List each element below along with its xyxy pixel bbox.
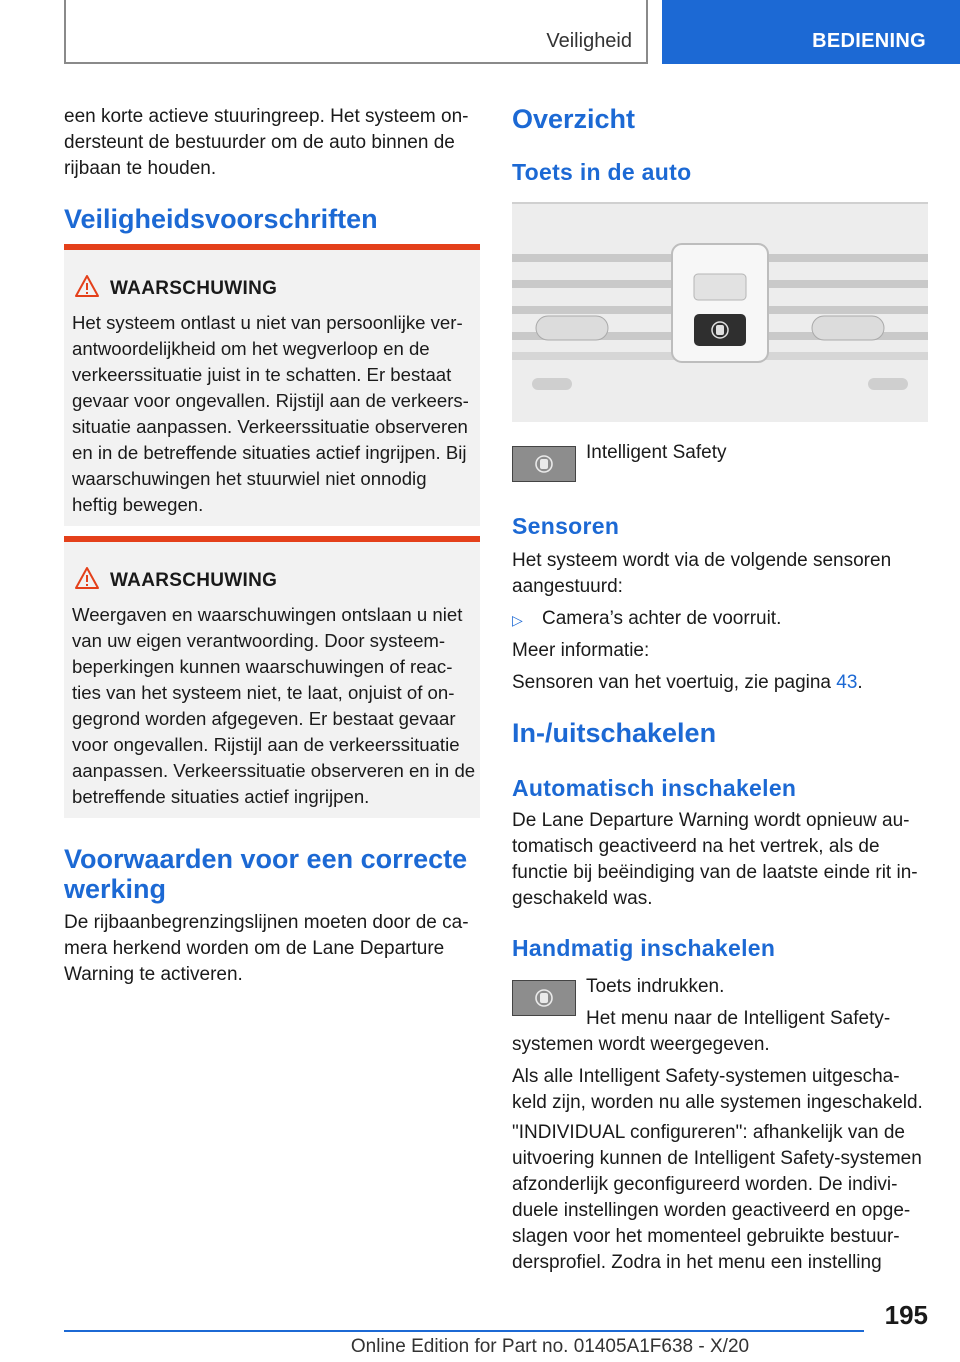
manual-paragraph-2: Als alle Intelligent Safety-systemen uitgescha-keld zijn, worden nu alle systemen ingeschakeld.	[512, 1066, 923, 1113]
warning-triangle-icon	[74, 566, 100, 590]
manual-step: Toets indrukken.	[586, 976, 725, 997]
button-label: Intelligent Safety	[586, 442, 727, 463]
reference-end: .	[857, 672, 863, 693]
dashboard-button-photo	[512, 202, 928, 422]
header-chapter-tab	[662, 0, 960, 64]
intelligent-safety-button[interactable]	[512, 446, 576, 482]
manual-paragraph-3: "INDIVIDUAL configureren": afhankelijk van de uitvoering kunnen de Intelligent Safety-systemen afzonderlijk geconfigureerd worden. De indivi-duele instellingen worden geactiveerd en opge-slagen voor het momenteel gebruikte bestuur-dersprofiel. Zodra in het menu een instelling	[512, 1122, 922, 1273]
intelligent-safety-button[interactable]	[512, 980, 576, 1016]
warning-text: Weergaven en waarschuwingen ontslaan u niet van uw eigen verantwoording. Door systeem-beperkingen kunnen waarschuwingen of reac-ties van het systeem niet, te laat, onjuist of on-gegrond worden afgegeven. Er bestaat gevaar voor ongevallen. Rijstijl aan de verkeerssituatie aanpassen. Verkeerssituatie observeren en in de betreffende situaties actief ingrijpen.	[72, 604, 476, 807]
safety-heading: Veiligheidsvoorschriften	[64, 204, 378, 234]
air-vent-image	[512, 202, 928, 422]
warning-triangle-icon	[74, 274, 100, 298]
warning-title: WAARSCHUWING	[110, 278, 278, 299]
page-number: 195	[884, 1300, 928, 1330]
manual-paragraph-1b: systemen wordt weergegeven.	[512, 1034, 770, 1055]
manual-heading: Handmatig inschakelen	[512, 935, 776, 961]
conditions-paragraph: De rijbaanbegrenzingslijnen moeten door de ca-mera herkend worden om de Lane Departure Warning te activeren.	[64, 912, 469, 985]
warning-box-1	[64, 244, 480, 526]
sensors-paragraph: Het systeem wordt via de volgende sensoren aangestuurd:	[512, 550, 892, 597]
header-section-tab	[64, 0, 648, 64]
button-heading: Toets in de auto	[512, 159, 692, 185]
bullet-arrow-icon: ▷	[512, 612, 523, 628]
sensors-heading: Sensoren	[512, 513, 620, 539]
footer-edition: Online Edition for Part no. 01405A1F638 - X/20	[350, 1336, 750, 1357]
reference-text: Sensoren van het voertuig, zie pagina	[512, 672, 837, 693]
warning-box-2	[64, 536, 480, 818]
sensors-reference	[512, 670, 928, 696]
auto-heading: Automatisch inschakelen	[512, 775, 797, 801]
onoff-heading: In-/uitschakelen	[512, 718, 717, 748]
conditions-heading: Voorwaarden voor een correcte werking	[64, 844, 468, 904]
more-info-label: Meer informatie:	[512, 640, 650, 661]
intelligent-safety-icon	[513, 981, 575, 1015]
warning-text: Het systeem ontlast u niet van persoonlijke ver-antwoordelijkheid om het wegverloop en de verkeerssituatie juist in te schatten. Er bestaat gevaar voor ongevallen. Rijstijl aan de verkeers-situatie aanpassen. Verkeerssituatie observeren en in de betreffende situaties actief ingrijpen. Bij waarschuwingen het stuurwiel niet onnodig heftig bewegen.	[72, 312, 469, 515]
page-link[interactable]: 43	[836, 672, 858, 693]
warning-title: WAARSCHUWING	[110, 570, 278, 591]
auto-paragraph: De Lane Departure Warning wordt opnieuw au-tomatisch geactiveerd na het vertrek, als de functie bij beëindiging van de laatste einde rit in-geschakeld was.	[512, 810, 918, 909]
section-title: Veiligheid	[546, 30, 632, 52]
intelligent-safety-icon	[513, 447, 575, 481]
overview-heading: Overzicht	[512, 104, 636, 134]
footer-divider	[64, 1330, 864, 1332]
sensors-bullet: Camera’s achter de voorruit.	[542, 608, 782, 629]
chapter-title: BEDIENING	[812, 30, 926, 52]
intro-paragraph: een korte actieve stuuringreep. Het systeem on-dersteunt de bestuurder om de auto binnen de rijbaan te houden.	[64, 106, 469, 179]
manual-paragraph-1a: Het menu naar de Intelligent Safety-	[586, 1008, 891, 1029]
